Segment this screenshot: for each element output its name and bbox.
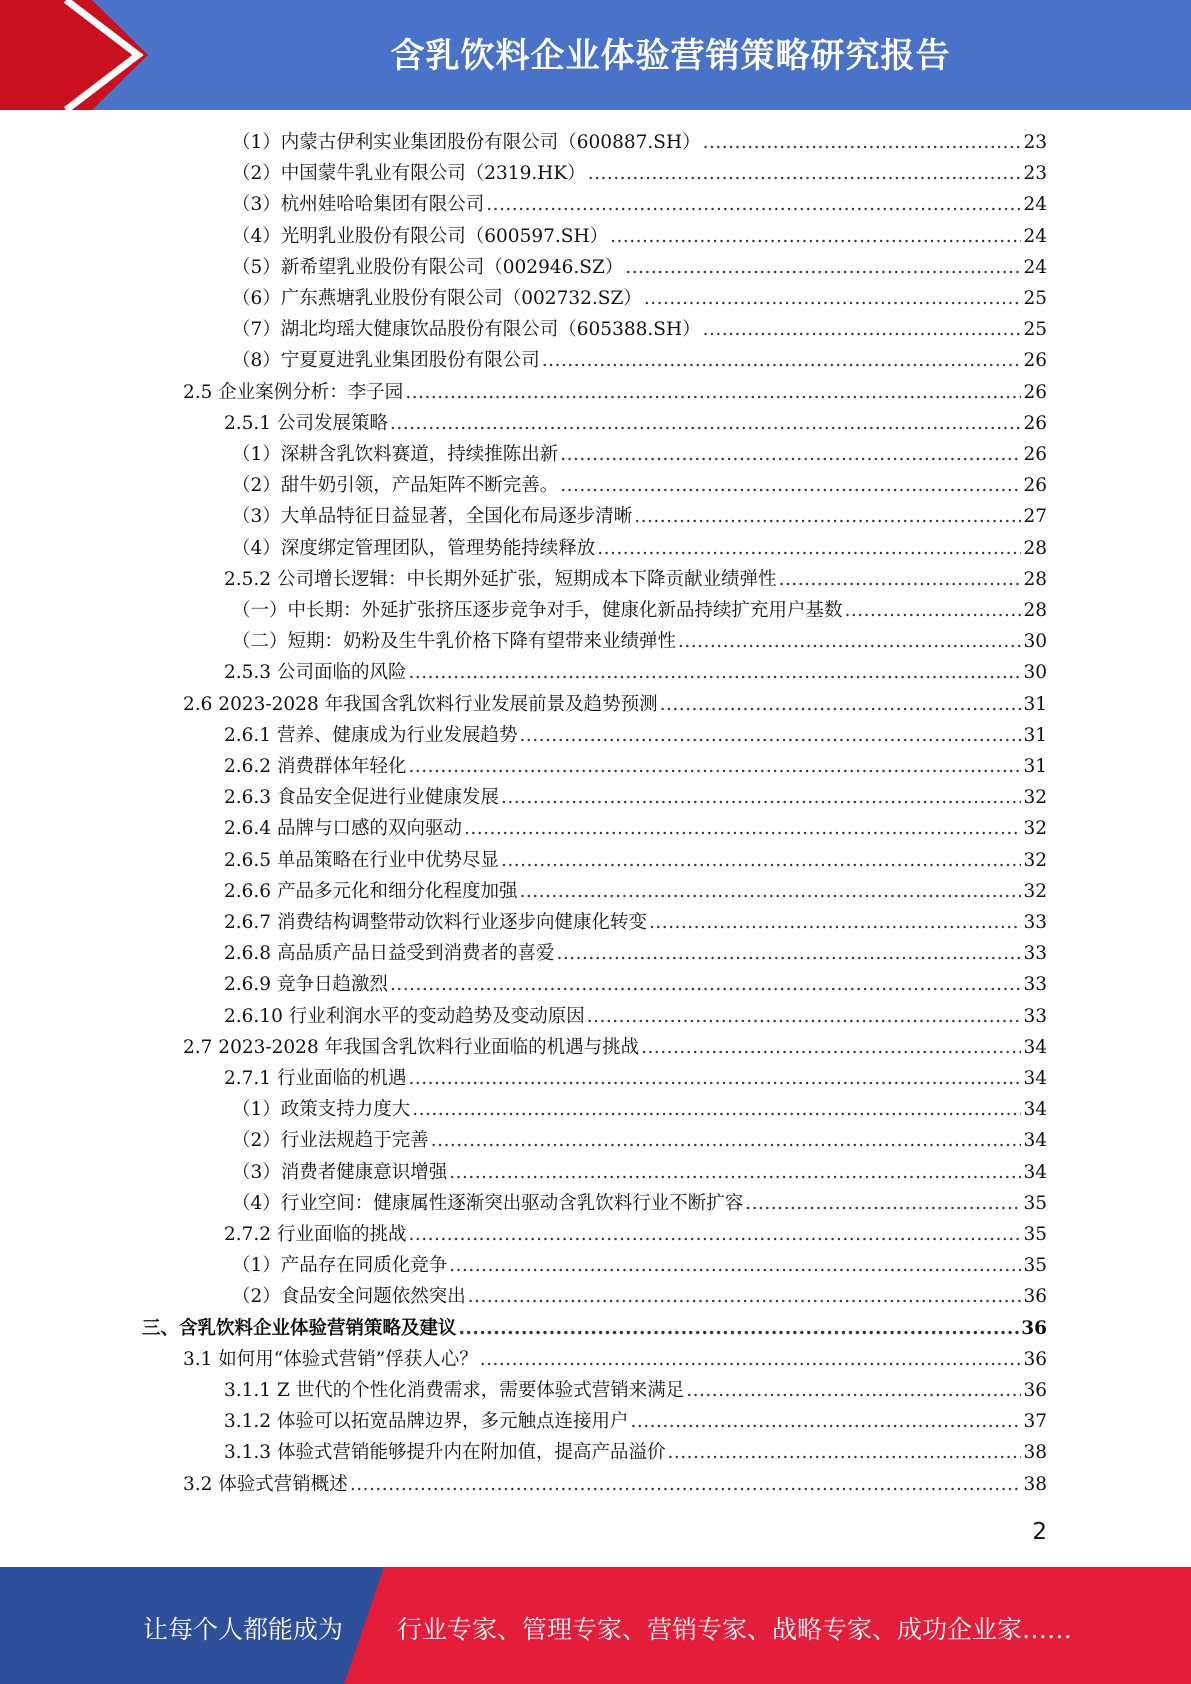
toc-dot-leader [597, 533, 1021, 564]
toc-entry-page-number: 28 [1023, 568, 1047, 590]
toc-entry-title: 3.1.3 体验式营销能够提升内在附加值，提高产品溢价 [224, 1442, 666, 1464]
toc-dot-leader [486, 189, 1021, 220]
toc-entry-page-number: 34 [1023, 1099, 1047, 1121]
toc-dot-leader [542, 345, 1022, 376]
toc-entry[interactable] [224, 564, 1047, 595]
toc-entry-title: （2）食品安全问题依然突出 [232, 1286, 466, 1308]
toc-entry[interactable] [224, 408, 1047, 439]
toc-entry-title: 3.1.1 Z 世代的个性化消费需求，需要体验式营销来满足 [224, 1380, 685, 1401]
toc-entry-page-number: 30 [1023, 631, 1047, 653]
toc-entry[interactable] [224, 813, 1047, 844]
toc-entry[interactable] [224, 1437, 1047, 1468]
toc-entry-page-number: 28 [1023, 537, 1047, 559]
toc-dot-leader [408, 1219, 1021, 1250]
page-footer [0, 1567, 1191, 1684]
toc-dot-leader [468, 1281, 1022, 1312]
toc-entry-title: （8）宁夏夏进乳业集团股份有限公司 [232, 350, 540, 372]
toc-entry-page-number: 35 [1023, 1192, 1047, 1214]
toc-entry-title: 2.7 2023-2028 年我国含乳饮料行业面临的机遇与挑战 [183, 1036, 640, 1058]
toc-entry-page-number: 23 [1023, 163, 1047, 185]
toc-dot-leader [625, 252, 1021, 283]
toc-entry-title: （3）大单品特征日益显著，全国化布局逐步清晰 [232, 506, 633, 528]
toc-entry[interactable] [232, 221, 1047, 252]
toc-entry-title: （二）短期：奶粉及生牛乳价格下降有望带来业绩弹性 [232, 631, 677, 653]
toc-entry-title: 2.5.2 公司增长逻辑：中长期外延扩张，短期成本下降贡献业绩弹性 [224, 568, 777, 590]
toc-entry-page-number: 34 [1023, 1036, 1047, 1058]
toc-entry[interactable] [232, 314, 1047, 345]
toc-entry-page-number: 36 [1023, 1286, 1047, 1308]
toc-entry-title: （一）中长期：外延扩张挤压逐步竞争对手，健康化新品持续扩充用户基数 [232, 600, 843, 621]
toc-entry[interactable] [232, 626, 1047, 657]
toc-entry[interactable] [232, 189, 1047, 220]
toc-entry[interactable] [183, 1032, 1047, 1063]
toc-dot-leader [480, 1344, 1022, 1375]
toc-entry-page-number: 31 [1023, 693, 1047, 715]
toc-dot-leader [431, 1125, 1022, 1156]
toc-entry-page-number: 32 [1023, 880, 1047, 902]
toc-entry-page-number: 36 [1021, 1317, 1047, 1339]
toc-dot-leader [449, 1250, 1021, 1281]
toc-dot-leader [845, 595, 1022, 626]
toc-entry-page-number: 26 [1023, 350, 1047, 372]
toc-entry-page-number: 25 [1023, 319, 1047, 341]
toc-entry-title: （4）光明乳业股份有限公司（600597.SH） [232, 225, 609, 247]
toc-entry[interactable] [232, 1188, 1047, 1219]
toc-dot-leader [412, 1094, 1021, 1125]
toc-dot-leader [501, 782, 1021, 813]
toc-dot-leader [610, 221, 1021, 252]
toc-entry-page-number: 34 [1023, 1161, 1047, 1183]
toc-dot-leader [703, 314, 1022, 345]
toc-dot-leader [464, 813, 1021, 844]
toc-entry[interactable] [232, 127, 1047, 158]
toc-dot-leader [588, 158, 1022, 189]
toc-entry-page-number: 33 [1023, 912, 1047, 933]
toc-entry[interactable] [232, 283, 1047, 314]
toc-dot-leader [556, 938, 1021, 969]
toc-entry-title: 2.6.4 品牌与口感的双向驱动 [224, 818, 462, 840]
toc-entry-title: 三、含乳饮料企业体验营销策略及建议 [142, 1317, 457, 1339]
toc-entry-title: （1）内蒙古伊利实业集团股份有限公司（600887.SH） [232, 132, 701, 153]
toc-dot-leader [390, 969, 1021, 1000]
toc-entry[interactable] [183, 1469, 1047, 1500]
toc-entry-title: （5）新希望乳业股份有限公司（002946.SZ） [232, 256, 624, 278]
toc-entry[interactable] [224, 1219, 1047, 1250]
toc-entry[interactable] [232, 533, 1047, 564]
toc-entry-page-number: 38 [1023, 1442, 1047, 1464]
toc-entry-title: （1）深耕含乳饮料赛道，持续推陈出新 [232, 444, 559, 465]
toc-entry-page-number: 24 [1023, 194, 1047, 216]
toc-entry-title: （1）政策支持力度大 [232, 1099, 411, 1121]
toc-entry[interactable] [232, 1250, 1047, 1281]
toc-dot-leader [745, 1188, 1021, 1219]
toc-entry-title: 2.7.2 行业面临的挑战 [224, 1224, 407, 1245]
toc-entry-title: （4）深度绑定管理团队，管理势能持续释放 [232, 537, 596, 559]
toc-entry[interactable] [183, 689, 1047, 720]
toc-entry-page-number: 26 [1023, 381, 1047, 403]
toc-dot-leader [587, 1001, 1022, 1032]
toc-dot-leader [501, 845, 1021, 876]
toc-dot-leader [519, 720, 1021, 751]
toc-dot-leader [405, 377, 1021, 408]
toc-entry-title: 2.6.5 单品策略在行业中优势尽显 [224, 849, 499, 871]
toc-entry-page-number: 26 [1023, 475, 1047, 497]
toc-entry-page-number: 26 [1023, 412, 1047, 434]
toc-dot-leader [449, 1157, 1021, 1188]
toc-entry-title: 3.1 如何用“体验式营销”俘获人心？ [183, 1348, 478, 1370]
footer-slogan-left: 让每个人都能成为 [143, 1615, 344, 1644]
page-header [0, 0, 1191, 110]
toc-dot-leader [630, 1406, 1021, 1437]
toc-entry[interactable] [232, 158, 1047, 189]
toc-entry-page-number: 26 [1023, 444, 1047, 465]
toc-entry[interactable] [232, 1157, 1047, 1188]
toc-entry[interactable] [232, 439, 1047, 470]
toc-entry-page-number: 25 [1023, 288, 1047, 309]
toc-entry-page-number: 33 [1023, 1005, 1047, 1027]
toc-entry-page-number: 34 [1023, 1068, 1047, 1089]
toc-entry[interactable] [232, 252, 1047, 283]
toc-entry-title: 2.5.1 公司发展策略 [224, 412, 388, 434]
footer-slogan-right: 行业专家、管理专家、营销专家、战略专家、成功企业家…… [397, 1615, 1073, 1644]
toc-dot-leader [519, 876, 1021, 907]
toc-entry-page-number: 37 [1023, 1411, 1047, 1433]
toc-entry-title: （7）湖北均瑶大健康饮品股份有限公司（605388.SH） [232, 319, 701, 341]
toc-entry-title: 2.5.3 公司面临的风险 [224, 662, 407, 684]
toc-entry[interactable] [232, 1125, 1047, 1156]
toc-entry[interactable] [224, 1406, 1047, 1437]
toc-entry[interactable] [232, 345, 1047, 376]
toc-entry-title: 2.6.1 营养、健康成为行业发展趋势 [224, 724, 518, 746]
toc-entry-page-number: 36 [1023, 1380, 1047, 1401]
toc-dot-leader [408, 657, 1021, 688]
toc-dot-leader [560, 470, 1021, 501]
toc-entry-title: 3.1.2 体验可以拓宽品牌边界，多元触点连接用户 [224, 1411, 629, 1433]
toc-entry-page-number: 33 [1023, 974, 1047, 996]
toc-entry-page-number: 23 [1023, 132, 1047, 153]
page-number: 2 [1032, 1519, 1047, 1545]
toc-entry[interactable] [224, 969, 1047, 1000]
toc-entry-title: （2）中国蒙牛乳业有限公司（2319.HK） [232, 163, 586, 185]
toc-entry[interactable] [224, 1063, 1047, 1094]
toc-entry[interactable] [142, 1313, 1047, 1344]
toc-entry[interactable] [183, 1344, 1047, 1375]
toc-entry-title: 2.6.8 高品质产品日益受到消费者的喜爱 [224, 943, 555, 965]
toc-entry-page-number: 31 [1023, 724, 1047, 746]
toc-entry-title: 2.6.3 食品安全促进行业健康发展 [224, 787, 499, 809]
toc-entry-page-number: 32 [1023, 849, 1047, 871]
toc-entry[interactable] [224, 1375, 1047, 1406]
toc-entry-page-number: 31 [1023, 756, 1047, 777]
toc-dot-leader [649, 907, 1021, 938]
toc-entry-title: 2.6.2 消费群体年轻化 [224, 756, 407, 777]
toc-entry[interactable] [224, 657, 1047, 688]
toc-entry[interactable] [224, 907, 1047, 938]
toc-entry[interactable] [232, 1094, 1047, 1125]
toc-entry-page-number: 33 [1023, 943, 1047, 965]
toc-entry[interactable] [232, 1281, 1047, 1312]
toc-entry-title: 2.6.10 行业利润水平的变动趋势及变动原因 [224, 1005, 585, 1027]
toc-entry[interactable] [224, 782, 1047, 813]
toc-entry-page-number: 24 [1023, 225, 1047, 247]
toc-dot-leader [390, 408, 1021, 439]
toc-entry-title: 2.6.9 竞争日趋激烈 [224, 974, 388, 996]
toc-entry[interactable] [183, 377, 1047, 408]
toc-entry-title: 2.5 企业案例分析：李子园 [183, 381, 404, 403]
toc-entry-title: （3）消费者健康意识增强 [232, 1161, 448, 1183]
toc-entry-title: （4）行业空间：健康属性逐渐突出驱动含乳饮料行业不断扩容 [232, 1192, 744, 1214]
toc-entry[interactable] [224, 938, 1047, 969]
toc-entry-page-number: 27 [1023, 506, 1047, 528]
toc-dot-leader [667, 1437, 1021, 1468]
toc-dot-leader [408, 751, 1021, 782]
toc-entry-title: （3）杭州娃哈哈集团有限公司 [232, 194, 485, 216]
toc-dot-leader [778, 564, 1021, 595]
toc-entry[interactable] [224, 751, 1047, 782]
toc-dot-leader [350, 1469, 1022, 1500]
toc-entry-title: （1）产品存在同质化竞争 [232, 1255, 448, 1277]
toc-entry[interactable] [224, 845, 1047, 876]
toc-entry-title: （6）广东燕塘乳业股份有限公司（002732.SZ） [232, 288, 642, 309]
toc-entry[interactable] [224, 1001, 1047, 1032]
toc-entry-page-number: 38 [1023, 1473, 1047, 1495]
toc-entry-page-number: 35 [1023, 1255, 1047, 1277]
toc-entry-title: 2.7.1 行业面临的机遇 [224, 1068, 407, 1089]
toc-dot-leader [459, 1313, 1020, 1344]
toc-entry-title: 2.6.7 消费结构调整带动饮料行业逐步向健康化转变 [224, 912, 647, 933]
toc-dot-leader [644, 283, 1022, 314]
toc-entry-page-number: 30 [1023, 662, 1047, 684]
toc-dot-leader [408, 1063, 1021, 1094]
toc-entry[interactable] [232, 595, 1047, 626]
toc-entry-title: 2.6 2023-2028 年我国含乳饮料行业发展前景及趋势预测 [183, 693, 658, 715]
toc-dot-leader [703, 127, 1022, 158]
toc-entry[interactable] [232, 501, 1047, 532]
toc-entry-page-number: 34 [1023, 1130, 1047, 1152]
toc-entry[interactable] [224, 720, 1047, 751]
toc-entry-title: 2.6.6 产品多元化和细分化程度加强 [224, 880, 518, 902]
toc-entry[interactable] [232, 470, 1047, 501]
toc-dot-leader [641, 1032, 1021, 1063]
toc-entry-title: 3.2 体验式营销概述 [183, 1473, 348, 1495]
toc-dot-leader [634, 501, 1021, 532]
toc-dot-leader [660, 689, 1022, 720]
toc-entry-page-number: 36 [1023, 1348, 1047, 1370]
toc-dot-leader [678, 626, 1021, 657]
toc-entry-title: （2）甜牛奶引领，产品矩阵不断完善。 [232, 475, 559, 497]
toc-entry-title: （2）行业法规趋于完善 [232, 1130, 429, 1152]
toc-entry-page-number: 28 [1023, 600, 1047, 621]
toc-entry-page-number: 32 [1023, 787, 1047, 809]
toc-entry-page-number: 35 [1023, 1224, 1047, 1245]
toc-dot-leader [686, 1375, 1021, 1406]
report-title: 含乳饮料企业体验营销策略研究报告 [390, 36, 951, 76]
toc-entry-page-number: 32 [1023, 818, 1047, 840]
toc-entry-page-number: 24 [1023, 256, 1047, 278]
toc-entry[interactable] [224, 876, 1047, 907]
toc-dot-leader [560, 439, 1021, 470]
